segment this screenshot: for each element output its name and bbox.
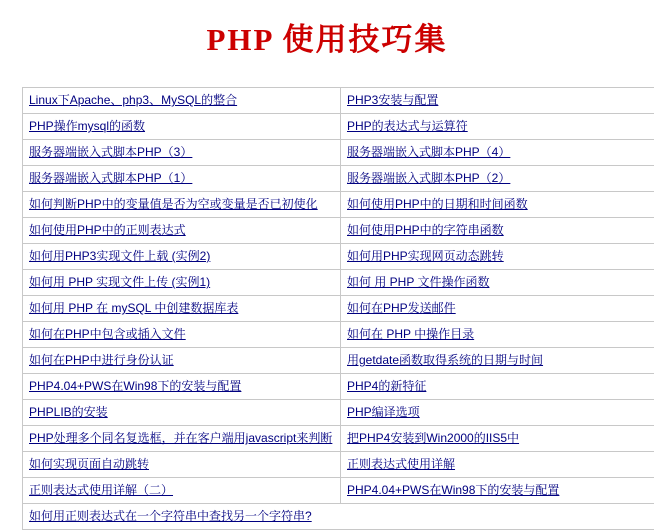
list-item[interactable]: 正则表达式使用详解 — [347, 456, 455, 472]
list-item[interactable]: 如何使用PHP中的日期和时间函数 — [347, 196, 528, 212]
table-cell-right — [341, 426, 654, 452]
table-cell-left — [23, 114, 341, 140]
table-cell-right — [341, 478, 654, 504]
link-table-wrapper — [0, 65, 654, 530]
table-cell-left — [23, 166, 341, 192]
table-cell-left — [23, 244, 341, 270]
list-item[interactable]: 如何判断PHP中的变量值是否为空或变量是否已初使化 — [29, 196, 318, 212]
table-row — [23, 166, 654, 192]
list-item[interactable]: 把PHP4安装到Win2000的IIS5中 — [347, 430, 519, 446]
list-item[interactable]: PHP4的新特征 — [347, 378, 426, 394]
table-row — [23, 192, 654, 218]
list-item[interactable]: 如何在PHP发送邮件 — [347, 300, 456, 316]
list-item[interactable]: PHP4.04+PWS在Win98下的安装与配置 — [29, 378, 241, 394]
table-row — [23, 400, 654, 426]
page-title: PHP 使用技巧集 — [0, 0, 654, 65]
table-cell-right — [341, 114, 654, 140]
table-row — [23, 478, 654, 504]
table-cell-left — [23, 296, 341, 322]
table-cell-right — [341, 244, 654, 270]
table-cell-right — [341, 166, 654, 192]
table-row — [23, 322, 654, 348]
list-item[interactable]: PHP编译选项 — [347, 404, 420, 420]
table-cell-left — [23, 400, 341, 426]
list-item[interactable]: 如何用正则表达式在一个字符串中查找另一个字符串? — [29, 508, 312, 524]
list-item[interactable]: 如何 用 PHP 文件操作函数 — [347, 274, 489, 290]
table-cell-right — [341, 452, 654, 478]
list-item[interactable]: 如何实现页面自动跳转 — [29, 456, 149, 472]
table-row — [23, 374, 654, 400]
list-item[interactable]: 用getdate函数取得系统的日期与时间 — [347, 352, 543, 368]
table-cell-right — [341, 88, 654, 114]
table-row — [23, 244, 654, 270]
list-item[interactable]: 如何用 PHP 实现文件上传 (实例1) — [29, 274, 210, 290]
list-item[interactable]: PHP的表达式与运算符 — [347, 118, 468, 134]
table-cell-left — [23, 452, 341, 478]
list-item[interactable]: PHP4.04+PWS在Win98下的安装与配置 — [347, 482, 559, 498]
list-item[interactable]: 如何在PHP中进行身份认证 — [29, 352, 174, 368]
table-cell-right — [341, 374, 654, 400]
list-item[interactable]: Linux下Apache、php3、MySQL的整合 — [29, 92, 237, 108]
list-item[interactable]: 如何在 PHP 中操作目录 — [347, 326, 474, 342]
table-row — [23, 452, 654, 478]
table-row — [23, 88, 654, 114]
table-cell-left — [23, 322, 341, 348]
list-item[interactable]: PHPLIB的安装 — [29, 404, 108, 420]
list-item[interactable]: 如何用PHP3实现文件上载 (实例2) — [29, 248, 210, 264]
table-cell-right — [341, 218, 654, 244]
table-row — [23, 270, 654, 296]
list-item[interactable]: 服务器端嵌入式脚本PHP（2） — [347, 170, 510, 186]
list-item[interactable]: 如何在PHP中包含或插入文件 — [29, 326, 186, 342]
list-item[interactable]: 如何用 PHP 在 mySQL 中创建数据库表 — [29, 300, 238, 316]
list-item[interactable]: 服务器端嵌入式脚本PHP（4） — [347, 144, 510, 160]
table-cell-right — [341, 192, 654, 218]
list-item[interactable]: 服务器端嵌入式脚本PHP（3） — [29, 144, 192, 160]
table-cell-full — [23, 504, 654, 530]
table-cell-right — [341, 400, 654, 426]
table-cell-right — [341, 140, 654, 166]
table-row — [23, 426, 654, 452]
table-cell-left — [23, 140, 341, 166]
list-item[interactable]: PHP3安装与配置 — [347, 92, 438, 108]
links-table — [22, 87, 654, 530]
table-row — [23, 296, 654, 322]
list-item[interactable]: 如何使用PHP中的字符串函数 — [347, 222, 504, 238]
table-cell-left — [23, 374, 341, 400]
table-cell-left — [23, 218, 341, 244]
table-cell-left — [23, 426, 341, 452]
table-cell-left — [23, 270, 341, 296]
table-row — [23, 218, 654, 244]
list-item[interactable]: 如何用PHP实现网页动态跳转 — [347, 248, 504, 264]
list-item[interactable]: PHP操作mysql的函数 — [29, 118, 145, 134]
table-row — [23, 114, 654, 140]
links-table-body — [23, 88, 654, 530]
table-cell-right — [341, 322, 654, 348]
table-row — [23, 140, 654, 166]
table-row-last — [23, 504, 654, 530]
list-item[interactable]: 如何使用PHP中的正则表达式 — [29, 222, 186, 238]
list-item[interactable]: 服务器端嵌入式脚本PHP（1） — [29, 170, 192, 186]
list-item[interactable]: 正则表达式使用详解（二） — [29, 482, 173, 498]
table-cell-left — [23, 192, 341, 218]
table-cell-left — [23, 88, 341, 114]
table-cell-right — [341, 270, 654, 296]
list-item[interactable]: PHP处理多个同名复选框，并在客户端用javascript来判断 — [29, 430, 332, 446]
table-row — [23, 348, 654, 374]
table-cell-right — [341, 296, 654, 322]
table-cell-left — [23, 348, 341, 374]
table-cell-left — [23, 478, 341, 504]
table-cell-right — [341, 348, 654, 374]
